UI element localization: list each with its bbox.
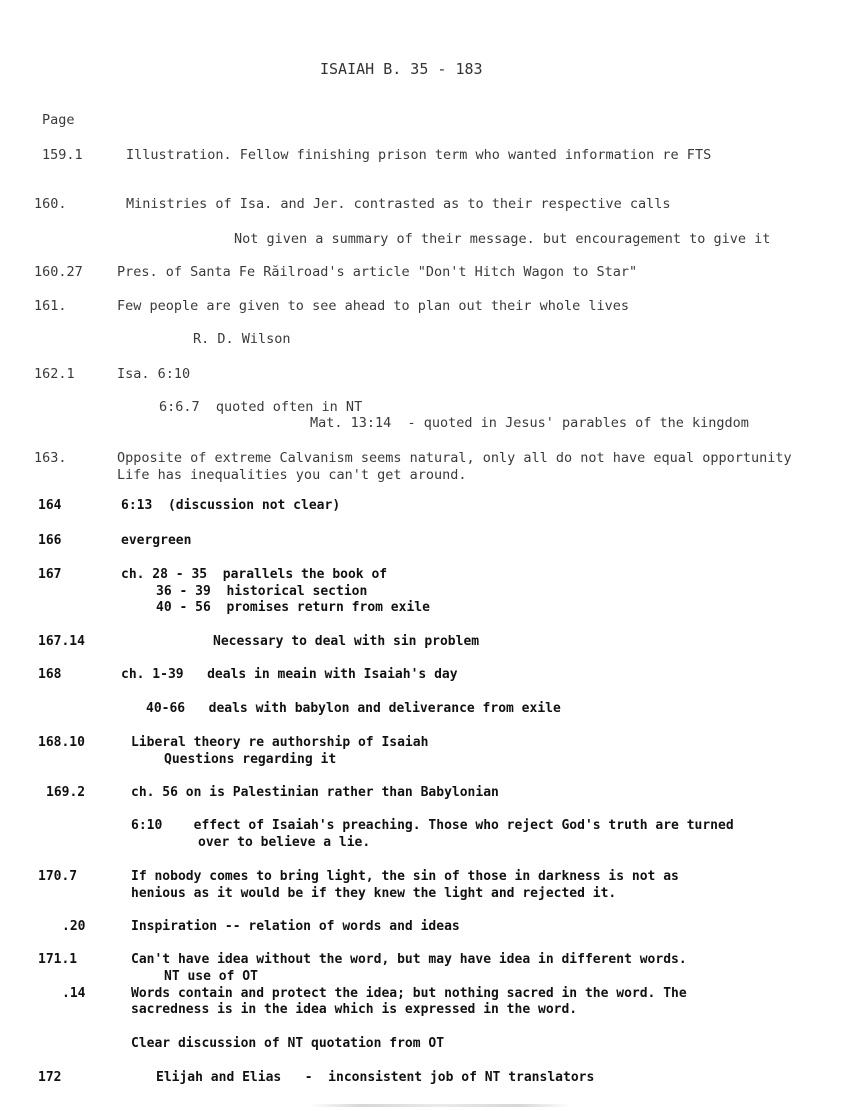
- note-line: over to believe a lie.: [198, 835, 371, 850]
- page-number: 162.1: [34, 366, 75, 382]
- page-number: 163.: [34, 450, 67, 466]
- note-line: Necessary to deal with sin problem: [213, 634, 480, 649]
- page-number: 167.14: [38, 634, 85, 649]
- page-number: 171.1: [38, 952, 78, 967]
- page-number: 166: [38, 533, 62, 548]
- page-title: ISAIAH B. 35 - 183: [320, 60, 483, 78]
- note-line: Clear discussion of NT quotation from OT: [131, 1036, 445, 1051]
- note-line: Questions regarding it: [164, 752, 337, 767]
- note-line: ch. 56 on is Palestinian rather than Babylonian: [131, 785, 499, 800]
- scan-artifact: [310, 1104, 570, 1107]
- note-line: Ministries of Isa. and Jer. contrasted as to their respective calls: [126, 196, 671, 212]
- note-line: Inspiration -- relation of words and ideas: [131, 919, 460, 934]
- note-line: ch. 28 - 35 parallels the book of: [121, 567, 388, 582]
- page-number: .14: [62, 986, 86, 1001]
- note-line: Elijah and Elias - inconsistent job of NT translators: [156, 1070, 595, 1085]
- note-line: 6:10 effect of Isaiah's preaching. Those who reject God's truth are turned: [131, 818, 734, 833]
- note-line: If nobody comes to bring light, the sin of those in darkness is not as: [131, 869, 679, 884]
- page-number: .20: [62, 919, 86, 934]
- page-number: 168: [38, 667, 62, 682]
- note-line: evergreen: [121, 533, 192, 548]
- note-line: sacredness is in the idea which is expressed in the word.: [131, 1002, 578, 1017]
- note-line: Can't have idea without the word, but may have idea in different words.: [131, 952, 687, 967]
- note-line: ch. 1-39 deals in meain with Isaiah's day: [121, 667, 458, 682]
- note-line: Opposite of extreme Calvanism seems natural, only all do not have equal opportunity: [117, 450, 792, 466]
- note-line: Not given a summary of their message. but encouragement to give it: [234, 231, 771, 247]
- page-number: 172: [38, 1070, 62, 1085]
- note-line: Isa. 6:10: [117, 366, 191, 382]
- page-column-label: Page: [42, 112, 75, 128]
- note-line: Life has inequalities you can't get around.: [117, 467, 467, 483]
- page-number: 160.: [34, 196, 67, 212]
- note-line: 6:13 (discussion not clear): [121, 498, 341, 513]
- note-line: 40-66 deals with babylon and deliverance from exile: [146, 701, 561, 716]
- note-line: Words contain and protect the idea; but nothing sacred in the word. The: [131, 986, 687, 1001]
- note-line: R. D. Wilson: [193, 331, 291, 347]
- note-line: 40 - 56 promises return from exile: [156, 600, 430, 615]
- page-number: 161.: [34, 298, 67, 314]
- note-line: 36 - 39 historical section: [156, 584, 368, 599]
- note-line: 6:6.7 quoted often in NT: [159, 399, 363, 415]
- page-number: 168.10: [38, 735, 85, 750]
- page-number: 167: [38, 567, 62, 582]
- note-line: NT use of OT: [164, 969, 258, 984]
- page-number: 159.1: [42, 147, 83, 163]
- note-line: Mat. 13:14 - quoted in Jesus' parables of the kingdom: [310, 415, 749, 431]
- page-number: 164: [38, 498, 62, 513]
- note-line: Few people are given to see ahead to plan out their whole lives: [117, 298, 630, 314]
- note-line: Pres. of Santa Fe Răilroad's article "Don't Hitch Wagon to Star": [117, 264, 638, 280]
- page-number: 160.27: [34, 264, 83, 280]
- note-line: Liberal theory re authorship of Isaiah: [131, 735, 429, 750]
- note-line: henious as it would be if they knew the light and rejected it.: [131, 886, 617, 901]
- page-number: 170.7: [38, 869, 78, 884]
- note-line: Illustration. Fellow finishing prison term who wanted information re FTS: [126, 147, 712, 163]
- page-number: 169.2: [46, 785, 86, 800]
